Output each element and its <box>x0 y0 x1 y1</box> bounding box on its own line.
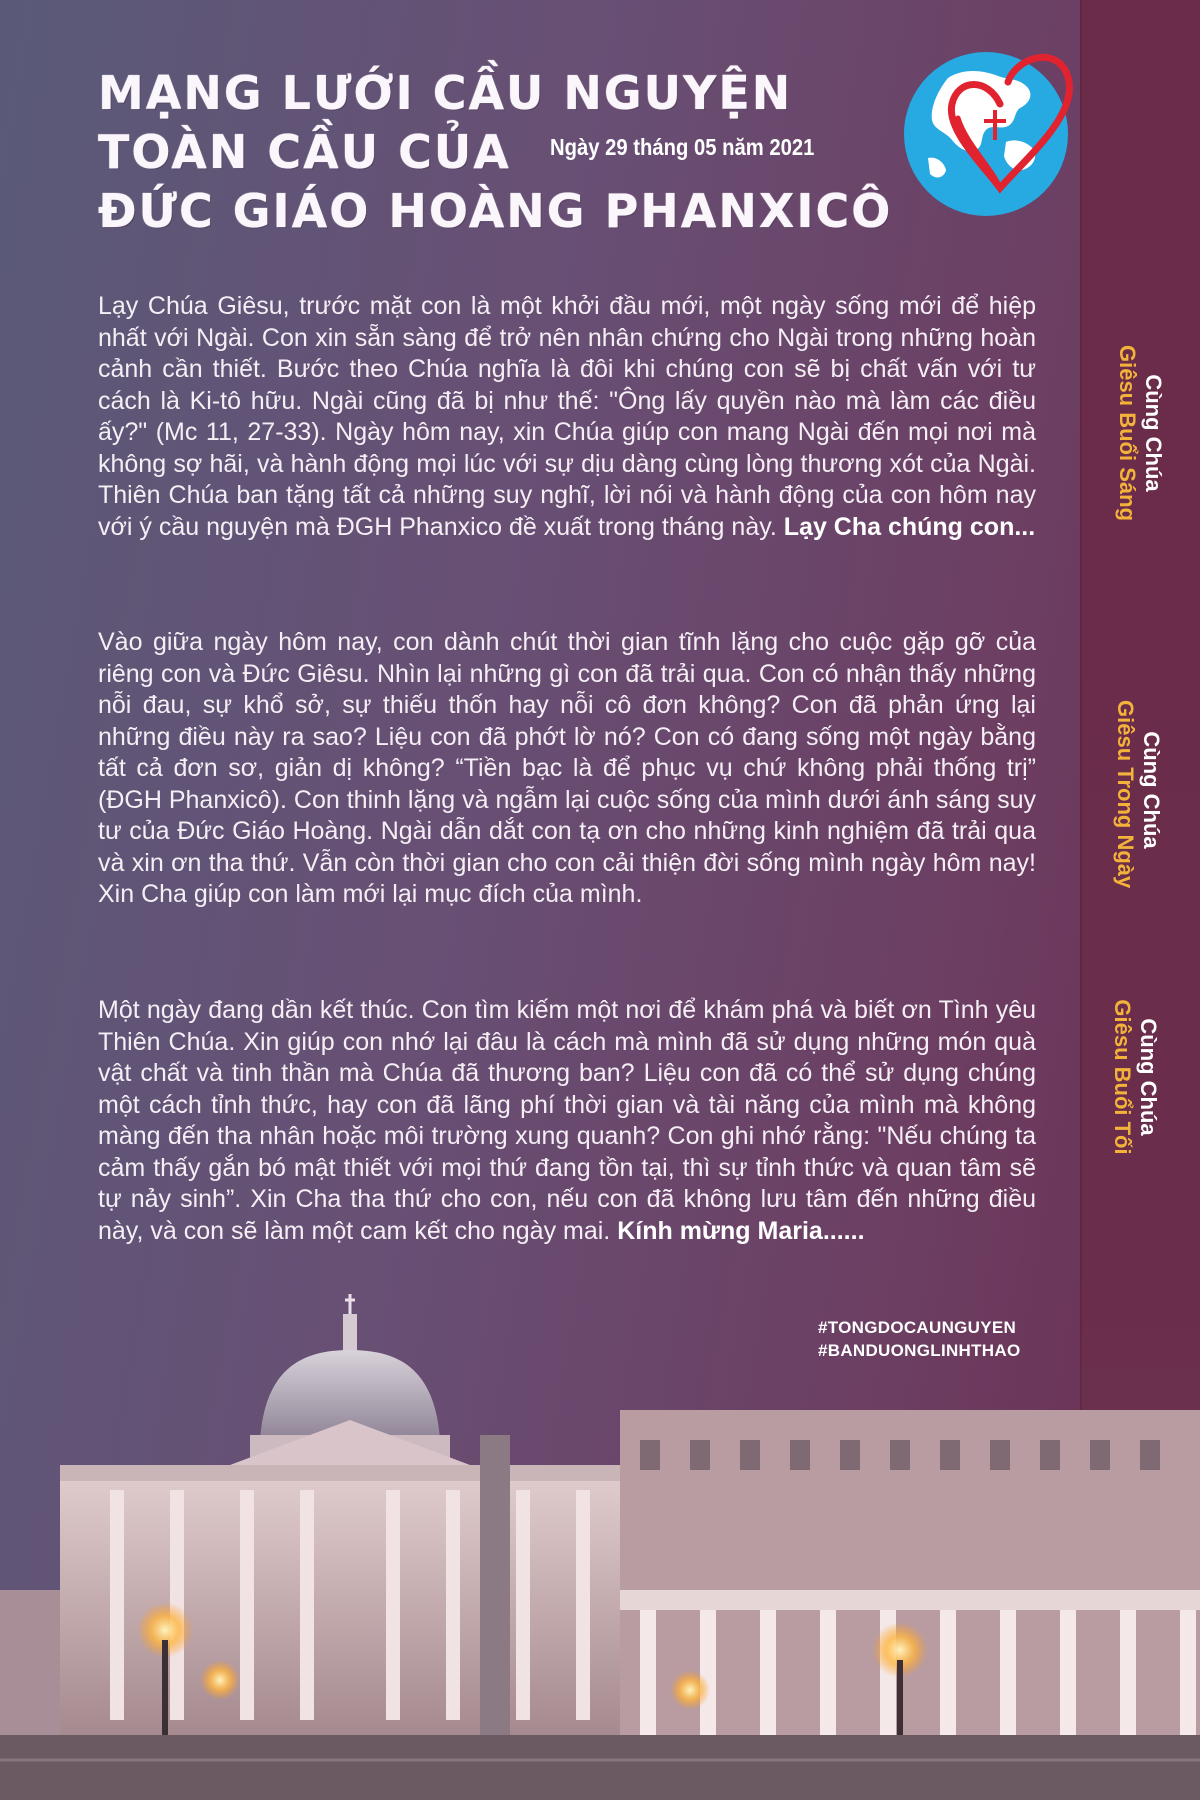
morning-closing: Lạy Cha chúng con... <box>783 512 1036 541</box>
title-line-2: TOÀN CẦU CỦA <box>98 125 511 179</box>
evening-prayer-text: Một ngày đang dần kết thúc. Con tìm kiếm một nơi để khám phá và biết ơn Tình yêu Thiên Chúa. Xin giúp con nhớ lại đâu là cách mà mình đã sử dụng những món quà vật chất và tinh thần mà Chúa đã thương ban? Liệu con đã có thể sử dụng chúng một cách tỉnh thức, hay con đã lãng phí thời gian và tài năng của mình mà không màng đến tha nhân hoặc môi trường xung quanh? Con ghi nhớ rằng: "Nếu chúng ta cảm thấy gắn bó mật thiết với mọi thứ đang tồn tại, thì sự tỉnh thức và quan tâm sẽ tự nảy sinh”. Xin Cha tha thứ cho con, nếu con đã không lưu tâm đến những điều này, và con sẽ làm một cam kết cho ngày mai. Kính mừng Maria...... <box>98 996 1036 1245</box>
dome-lantern <box>343 1314 357 1354</box>
basilica-facade <box>60 1465 620 1735</box>
globe-heart-cross-icon <box>888 38 1108 218</box>
facade-cornice <box>60 1465 620 1481</box>
side-label-evening: Cùng Chúa Giêsu Buổi Tối <box>1110 999 1161 1155</box>
title-line-3: ĐỨC GIÁO HOÀNG PHANXICÔ <box>98 184 893 238</box>
colonnade-roofline <box>620 1590 1200 1610</box>
date-label: Ngày 29 tháng 05 năm 2021 <box>550 134 815 160</box>
hashtag-banduong: #BANDUONGLINHTHAO <box>818 1341 1021 1360</box>
obelisk <box>480 1435 510 1735</box>
plaza-ground <box>0 1735 1200 1800</box>
evening-closing: Kính mừng Maria...... <box>617 1216 865 1245</box>
left-colonnade <box>0 1590 60 1735</box>
midday-prayer-text: Vào giữa ngày hôm nay, con dành chút thời gian tĩnh lặng cho cuộc gặp gỡ của riêng con và Đức Giêsu. Nhìn lại những gì con đã trải qua. Con có nhận thấy những nỗi đau, sự khổ sở, sự thiếu thốn hay nỗi cô đơn không? Con đã phản ứng lại những điều này ra sao? Liệu con đã phớt lờ nó? Con có đang sống một ngày bằng tất cả đơn sơ, giản dị không? “Tiền bạc là để phục vụ chứ không phải thống trị” (ĐGH Phanxicô). Con thinh lặng và ngẫm lại cuộc sống của mình dưới ánh sáng suy tư của Đức Giáo Hoàng. Ngài dẫn dắt con tạ ơn cho những kinh nghiệm đã trải qua và xin ơn tha thứ. Vẫn còn thời gian cho con cải thiện đời sống mình ngày hôm nay! Xin Cha giúp con làm mới lại mục đích của mình. <box>98 628 1036 908</box>
st-peters-basilica-illustration <box>0 1290 1200 1800</box>
side-label-midday: Cùng Chúa Giêsu Trong Ngày <box>1113 700 1164 889</box>
dome-cross <box>345 1294 355 1314</box>
title-line-1: MẠNG LƯỚI CẦU NGUYỆN <box>98 66 793 120</box>
hashtag-tongdo: #TONGDOCAUNGUYEN <box>818 1318 1017 1337</box>
side-label-morning: Cùng Chúa Giêsu Buổi Sáng <box>1115 344 1166 522</box>
morning-prayer-text: Lạy Chúa Giêsu, trước mặt con là một khởi đầu mới, một ngày sống mới để hiệp nhất với Ngài. Con xin sẵn sàng để trở nên nhân chứng cho Ngài trong những hoàn cảnh cần thiết. Bước theo Chúa nghĩa là đôi khi chúng con sẽ bị chất vấn với tư cách là Ki-tô hữu. Ngài cũng đã bị như thế: "Ông lấy quyền nào mà làm các điều ấy?" (Mc 11, 27-33). Ngày hôm nay, xin Chúa giúp con mang Ngài đến mọi nơi mà không sợ hãi, và hành động mọi lúc với sự dịu dàng cùng lòng thương xót của Ngài. Thiên Chúa ban tặng tất cả những suy nghĩ, lời nói và hành động của con hôm nay với ý cầu nguyện mà ĐGH Phanxico đề xuất trong tháng này. Lạy Cha chúng con... <box>98 292 1036 541</box>
